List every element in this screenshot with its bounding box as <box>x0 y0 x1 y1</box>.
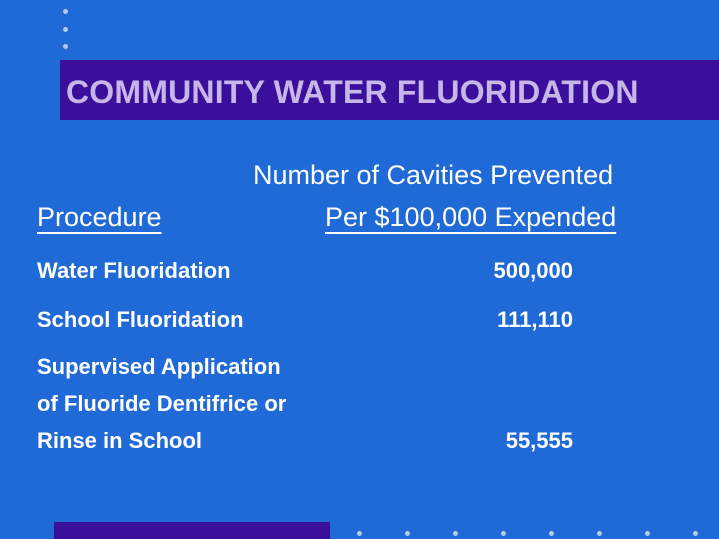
row-procedure: Water Fluoridation <box>37 258 231 283</box>
header-cavities-prevented: Number of Cavities Prevented <box>253 160 614 190</box>
decorative-dot <box>63 27 68 32</box>
row-value: 55,555 <box>505 428 573 453</box>
row-value: 500,000 <box>493 258 573 283</box>
row-procedure-line: Supervised Application <box>37 354 281 379</box>
decorative-dot <box>357 531 362 536</box>
row-procedure-line: Rinse in School <box>37 428 203 453</box>
bottom-bar <box>54 522 330 539</box>
decorative-dot <box>549 531 554 536</box>
header-per-100000: Per $100,000 Expended <box>325 202 617 232</box>
row-procedure: School Fluoridation <box>37 307 244 332</box>
decorative-dot <box>693 531 698 536</box>
header-procedure: Procedure <box>37 202 162 232</box>
decorative-dot <box>405 531 410 536</box>
decorative-dot <box>63 9 68 14</box>
slide-title: COMMUNITY WATER FLUORIDATION <box>66 74 639 110</box>
decorative-dot <box>453 531 458 536</box>
row-value: 111,110 <box>497 307 573 332</box>
row-procedure-line: of Fluoride Dentifrice or <box>37 391 287 416</box>
decorative-dot <box>63 44 68 49</box>
decorative-dot <box>501 531 506 536</box>
decorative-dot <box>645 531 650 536</box>
decorative-dot <box>597 531 602 536</box>
